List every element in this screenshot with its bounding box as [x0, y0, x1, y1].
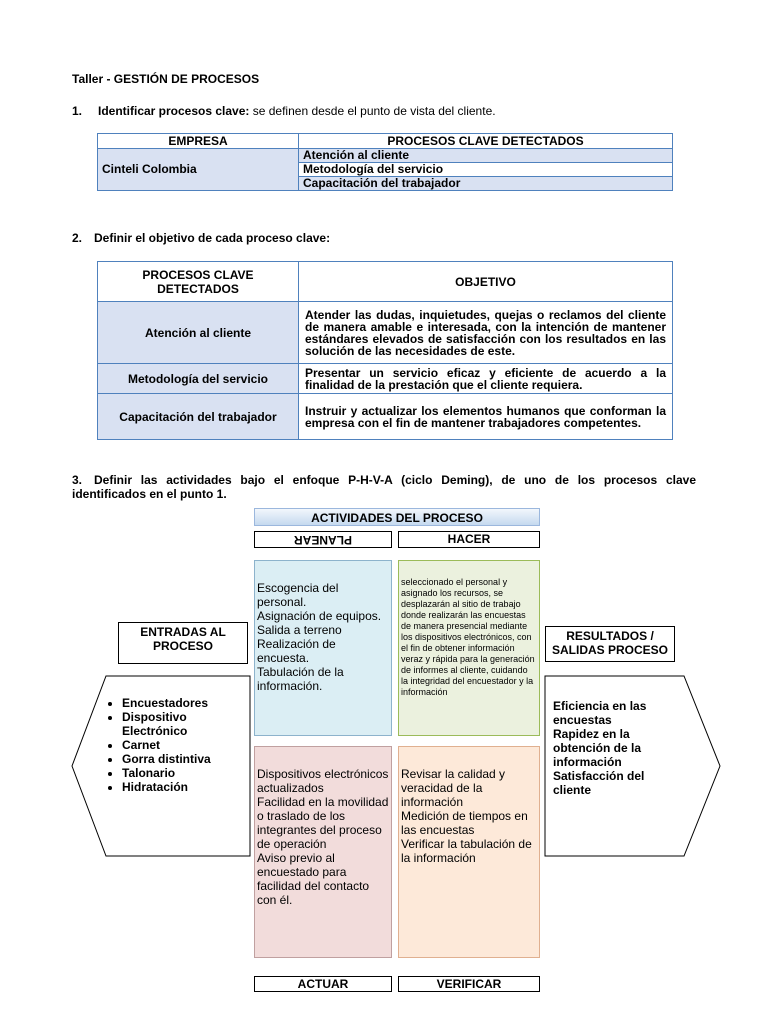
table2-objective-cell: Atender las dudas, inquietudes, quejas o reclamos del cliente de manera amable e interesada, con la intención de mantener estándares elevados de satisfacción con los resultados en las solución de las necesidades de este. [299, 302, 673, 364]
table2-header-procesos: PROCESOS CLAVE DETECTADOS [98, 262, 299, 302]
question-2-bold: Definir el objetivo de cada proceso clave: [94, 231, 331, 245]
list-item: Satisfacción del cliente [553, 769, 645, 797]
table1-process-cell: Metodología del servicio [299, 163, 673, 177]
question-2-number: 2. [72, 231, 83, 245]
actuar-label: ACTUAR [254, 976, 392, 992]
table1-header-procesos: PROCESOS CLAVE DETECTADOS [299, 134, 673, 149]
table2-process-cell: Capacitación del trabajador [98, 394, 299, 440]
table2-process-cell: Atención al cliente [98, 302, 299, 364]
list-item: • Dispositivo Electrónico [122, 710, 248, 738]
table1-process-cell: Atención al cliente [299, 149, 673, 163]
resultados-list [553, 699, 673, 797]
objectives-table [97, 261, 673, 440]
table1-header-empresa: EMPRESA [98, 134, 299, 149]
list-item: • Gorra distintiva [122, 752, 248, 766]
planear-label: PLANEAR [254, 531, 392, 548]
activities-header: ACTIVIDADES DEL PROCESO [254, 508, 540, 526]
question-3-bold: Definir las actividades bajo el enfoque P-H-V-A (ciclo Deming), de uno de los procesos clave identificados en el punto 1. [72, 473, 696, 501]
list-item: • Encuestadores [122, 696, 248, 710]
verificar-label: VERIFICAR [398, 976, 540, 992]
question-3 [72, 473, 696, 501]
question-2 [72, 231, 330, 245]
question-1-bold: Identificar procesos clave: [98, 104, 250, 118]
question-3-number: 3. [72, 473, 83, 487]
question-1-normal: se definen desde el punto de vista del cliente. [249, 104, 496, 118]
table2-header-objetivo: OBJETIVO [299, 262, 673, 302]
actuar-box: Dispositivos electrónicos actualizados Facilidad en la movilidad o traslado de los integrantes del proceso de operación Aviso previo al encuestado para facilidad del contacto con él. [254, 746, 392, 958]
table2-process-cell: Metodología del servicio [98, 364, 299, 394]
table2-objective-cell: Presentar un servicio eficaz y eficiente de acuerdo a la finalidad de la prestación que el cliente requiera. [299, 364, 673, 394]
question-1-number: 1. [72, 104, 83, 118]
key-processes-table [97, 133, 673, 191]
table1-process-cell: Capacitación del trabajador [299, 177, 673, 191]
question-1 [72, 104, 496, 118]
table2-objective-cell: Instruir y actualizar los elementos humanos que conforman la empresa con el fin de mantener trabajadores competentes. [299, 394, 673, 440]
entradas-list [108, 696, 248, 794]
resultados-label: RESULTADOS / SALIDAS PROCESO [545, 626, 675, 662]
list-item: • Hidratación [122, 780, 248, 794]
page-title: Taller - GESTIÓN DE PROCESOS [72, 72, 260, 86]
list-item: Rapidez en la obtención de la información [553, 727, 642, 769]
entradas-label: ENTRADAS AL PROCESO [118, 622, 248, 664]
list-item: Eficiencia en las encuestas [553, 699, 647, 727]
list-item: • Carnet [122, 738, 248, 752]
planear-box: Escogencia del personal. Asignación de equipos. Salida a terreno Realización de encuesta. Tabulación de la información. [254, 560, 392, 736]
hacer-label: HACER [398, 531, 540, 548]
hacer-box: seleccionado el personal y asignado los recursos, se desplazarán al sitio de trabajo donde realizarán las encuestas de manera presencial mediante los dispositivos electrónicos, con el fin de obtener información veraz y rápida para la generación de informes al cliente, cuidando la integridad del encuestador y la información [398, 560, 540, 736]
list-item: • Talonario [122, 766, 248, 780]
table1-empresa-cell: Cinteli Colombia [98, 149, 299, 191]
verificar-box: Revisar la calidad y veracidad de la información Medición de tiempos en las encuestas Verificar la tabulación de la información [398, 746, 540, 958]
